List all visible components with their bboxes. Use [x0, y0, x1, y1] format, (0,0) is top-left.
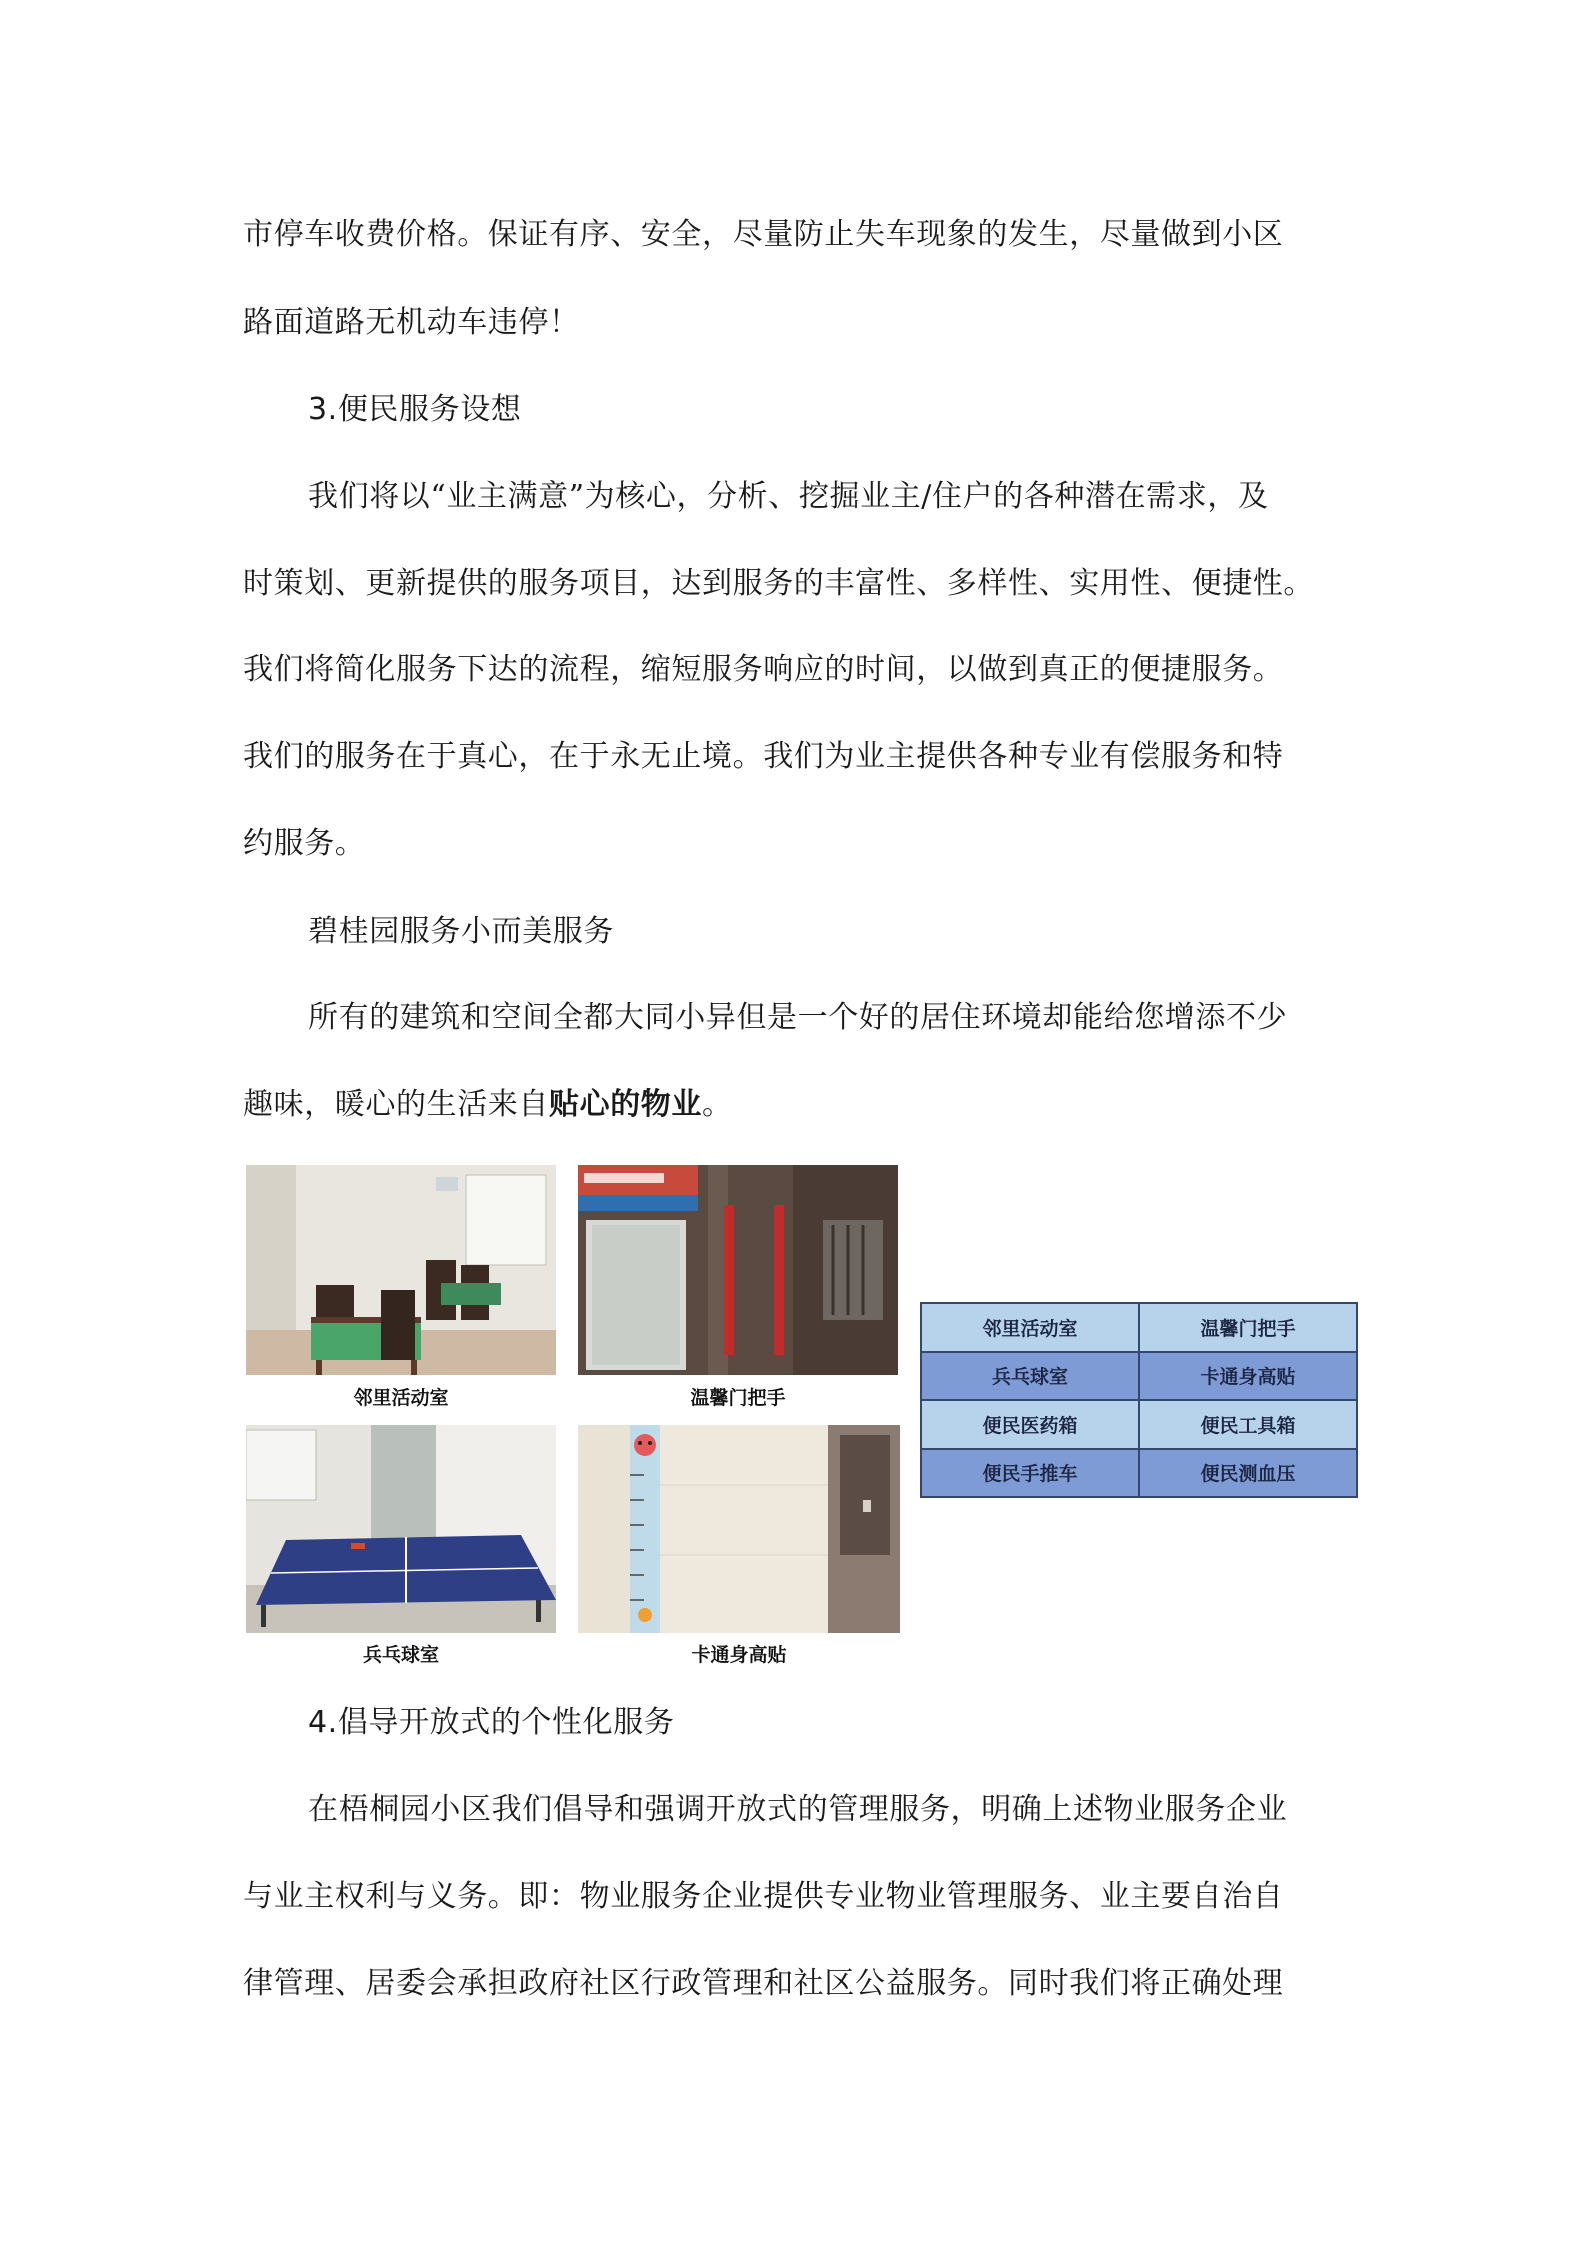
paragraph-line: 市停车收费价格。保证有序、安全，尽量防止失车现象的发生，尽量做到小区	[243, 217, 1284, 252]
paragraph-line: 律管理、居委会承担政府社区行政管理和社区公益服务。同时我们将正确处理	[243, 1966, 1284, 2001]
photo-caption: 邻里活动室	[353, 1387, 449, 1409]
table-row	[921, 1449, 1357, 1498]
service-items-table	[920, 1302, 1358, 1498]
paragraph-line: 在梧桐园小区我们倡导和强调开放式的管理服务，明确上述物业服务企业	[308, 1792, 1288, 1827]
subheading: 碧桂园服务小而美服务	[308, 914, 614, 949]
table-row	[921, 1400, 1357, 1449]
table-row	[921, 1352, 1357, 1401]
photo-caption: 兵乓球室	[362, 1644, 439, 1666]
text-run: 。	[702, 1087, 733, 1122]
table-cell: 便民工具箱	[1139, 1400, 1357, 1449]
photo-caption: 卡通身高贴	[691, 1644, 787, 1666]
activity-room-photo	[246, 1165, 556, 1375]
section-heading-4: 4.倡导开放式的个性化服务	[308, 1705, 675, 1740]
text-run: 趣味，暖心的生活来自	[243, 1087, 549, 1122]
table-tennis-photo	[246, 1425, 556, 1633]
paragraph-line	[243, 1085, 1343, 1125]
table-cell: 便民手推车	[921, 1449, 1139, 1498]
paragraph-line: 我们的服务在于真心，在于永无止境。我们为业主提供各种专业有偿服务和特	[243, 739, 1284, 774]
paragraph-line: 路面道路无机动车违停！	[243, 305, 580, 340]
door-handle-photo	[578, 1165, 898, 1375]
paragraph-line: 约服务。	[243, 826, 366, 861]
table-cell: 便民医药箱	[921, 1400, 1139, 1449]
table-cell: 卡通身高贴	[1139, 1352, 1357, 1401]
paragraph-line: 时策划、更新提供的服务项目，达到服务的丰富性、多样性、实用性、便捷性。	[243, 566, 1314, 601]
table-cell: 兵乓球室	[921, 1352, 1139, 1401]
paragraph-line: 所有的建筑和空间全都大同小异但是一个好的居住环境却能给您增添不少	[308, 1000, 1288, 1035]
height-sticker-photo	[578, 1425, 900, 1633]
paragraph-line: 我们将简化服务下达的流程，缩短服务响应的时间，以做到真正的便捷服务。	[243, 652, 1284, 687]
table-cell: 邻里活动室	[921, 1303, 1139, 1352]
table-cell: 便民测血压	[1139, 1449, 1357, 1498]
section-heading-3: 3.便民服务设想	[308, 392, 522, 427]
table-cell: 温馨门把手	[1139, 1303, 1357, 1352]
photo-caption: 温馨门把手	[690, 1387, 786, 1409]
paragraph-line: 与业主权利与义务。即：物业服务企业提供专业物业管理服务、业主要自治自	[243, 1879, 1284, 1914]
table-row	[921, 1303, 1357, 1352]
paragraph-line: 我们将以“业主满意”为核心，分析、挖掘业主/住户的各种潜在需求，及	[308, 479, 1269, 514]
emphasis-text: 贴心的物业	[549, 1087, 702, 1122]
